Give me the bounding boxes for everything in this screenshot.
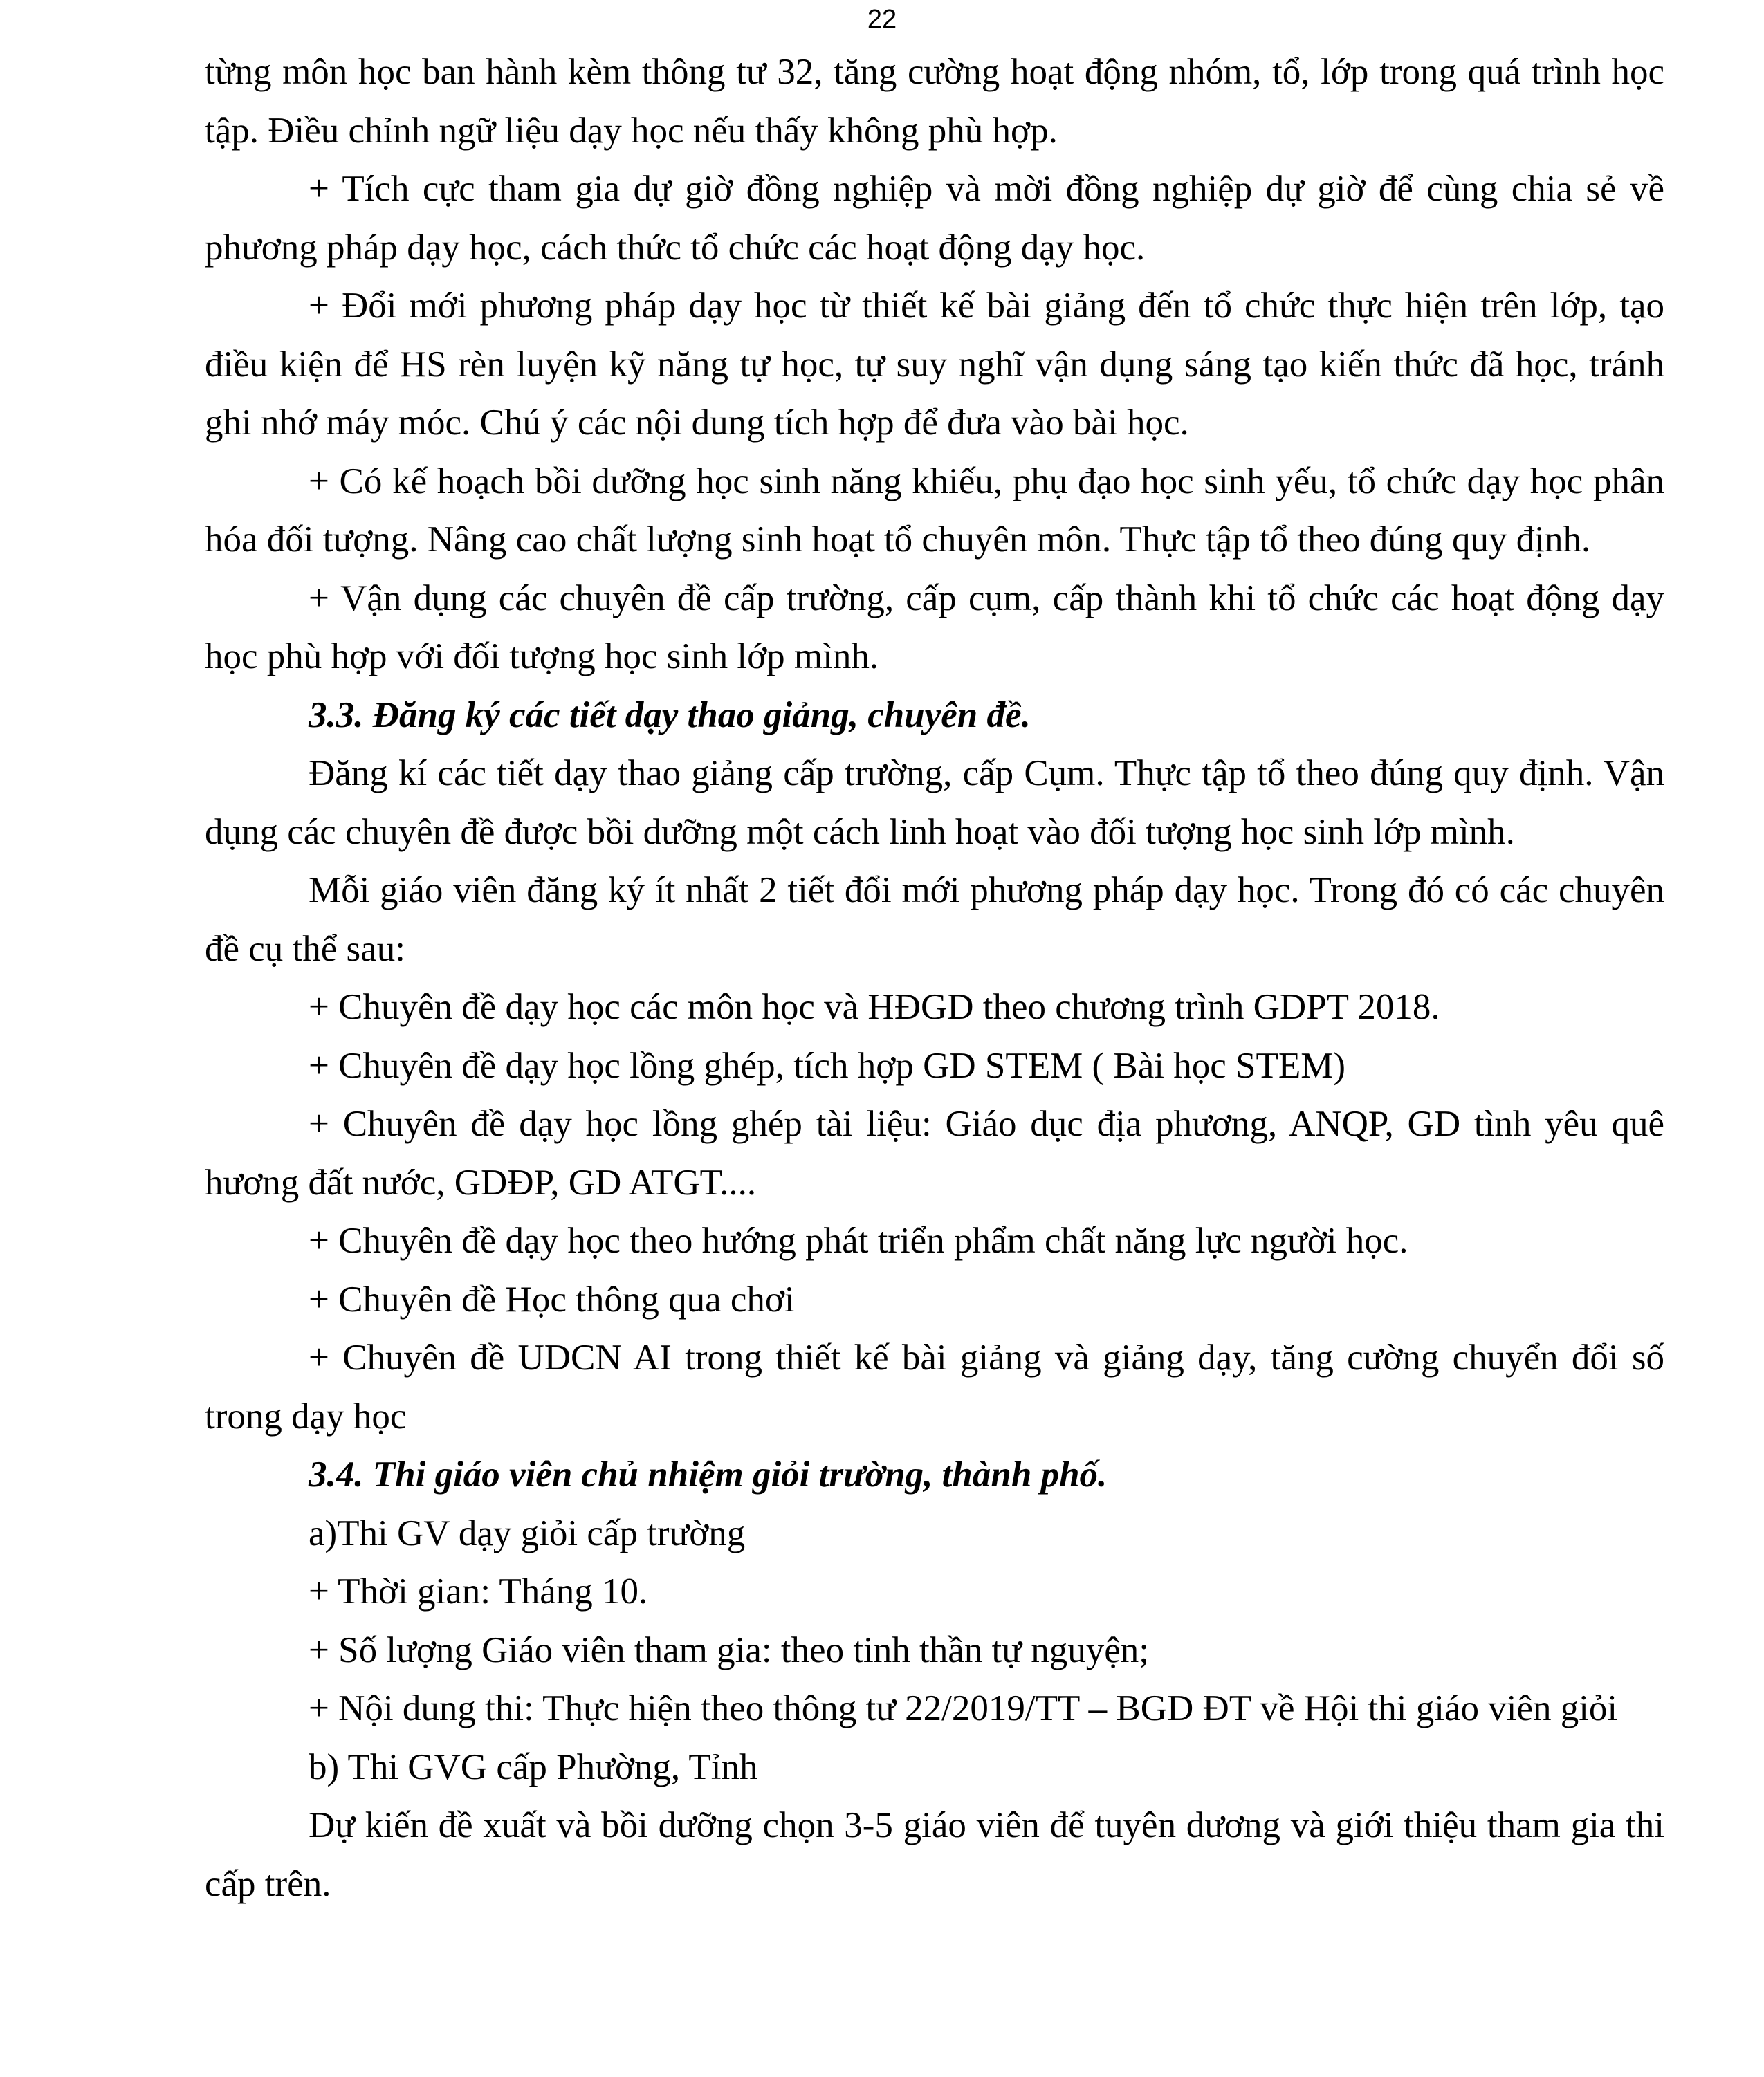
section-heading-3-3: 3.3. Đăng ký các tiết dạy thao giảng, chuyên đề. [309,694,1031,735]
detail-time: + Thời gian: Tháng 10. [309,1571,648,1612]
page-number: 22 [867,5,897,34]
bullet-tutoring-plan: + Có kế hoạch bồi dưỡng học sinh năng khiếu, phụ đạo học sinh yếu, tổ chức dạy học phân hóa đối tượng. Nâng cao chất lượng sinh hoạt tổ chuyên môn. Thực tập tổ theo đúng quy định. [205,461,1664,560]
topic-item-gdpt-2018: + Chuyên đề dạy học các môn học và HĐGD theo chương trình GDPT 2018. [309,987,1440,1027]
paragraph-proposal: Dự kiến đề xuất và bồi dưỡng chọn 3-5 giáo viên để tuyên dương và giới thiệu tham gia thi cấp trên. [205,1805,1664,1904]
subsection-a: a)Thi GV dạy giỏi cấp trường [309,1513,746,1553]
topic-item-local-education: + Chuyên đề dạy học lồng ghép tài liệu: Giáo dục địa phương, ANQP, GD tình yêu quê hương đất nước, GDĐP, GD ATGT.... [205,1104,1664,1203]
detail-participants: + Số lượng Giáo viên tham gia: theo tinh thần tự nguyện; [309,1630,1149,1670]
topic-item-stem: + Chuyên đề dạy học lồng ghép, tích hợp GD STEM ( Bài học STEM) [309,1045,1346,1086]
topic-item-competency: + Chuyên đề dạy học theo hướng phát triển phẩm chất năng lực người học. [309,1221,1408,1261]
paragraph-register-lessons: Đăng kí các tiết dạy thao giảng cấp trường, cấp Cụm. Thực tập tổ theo đúng quy định. Vận dụng các chuyên đề được bồi dưỡng một cách linh hoạt vào đối tượng học sinh lớp mình. [205,753,1664,852]
bullet-apply-topics: + Vận dụng các chuyên đề cấp trường, cấp cụm, cấp thành khi tổ chức các hoạt động dạy học phù hợp với đối tượng học sinh lớp mình. [205,578,1664,676]
paragraph-continuation: từng môn học ban hành kèm thông tư 32, tăng cường hoạt động nhóm, tổ, lớp trong quá trình học tập. Điều chỉnh ngữ liệu dạy học nếu thấy không phù hợp. [205,52,1664,151]
paragraph-each-teacher: Mỗi giáo viên đăng ký ít nhất 2 tiết đổi mới phương pháp dạy học. Trong đó có các chuyên đề cụ thể sau: [205,870,1664,969]
document-body [205,43,1664,1913]
topic-item-ai: + Chuyên đề UDCN AI trong thiết kế bài giảng và giảng dạy, tăng cường chuyển đổi số trong dạy học [205,1338,1664,1437]
detail-content: + Nội dung thi: Thực hiện theo thông tư 22/2019/TT – BGD ĐT về Hội thi giáo viên giỏi [309,1688,1618,1728]
section-heading-3-4: 3.4. Thi giáo viên chủ nhiệm giỏi trường, thành phố. [309,1455,1108,1495]
subsection-b: b) Thi GVG cấp Phường, Tỉnh [309,1746,758,1787]
bullet-innovate-methods: + Đổi mới phương pháp dạy học từ thiết kế bài giảng đến tổ chức thực hiện trên lớp, tạo điều kiện để HS rèn luyện kỹ năng tự học, tự suy nghĩ vận dụng sáng tạo kiến thức đã học, tránh ghi nhớ máy móc. Chú ý các nội dung tích hợp để đưa vào bài học. [205,286,1664,443]
topic-item-learn-through-play: + Chuyên đề Học thông qua chơi [309,1279,795,1320]
bullet-observe-lessons: + Tích cực tham gia dự giờ đồng nghiệp và mời đồng nghiệp dự giờ để cùng chia sẻ về phương pháp dạy học, cách thức tổ chức các hoạt động dạy học. [205,169,1664,268]
